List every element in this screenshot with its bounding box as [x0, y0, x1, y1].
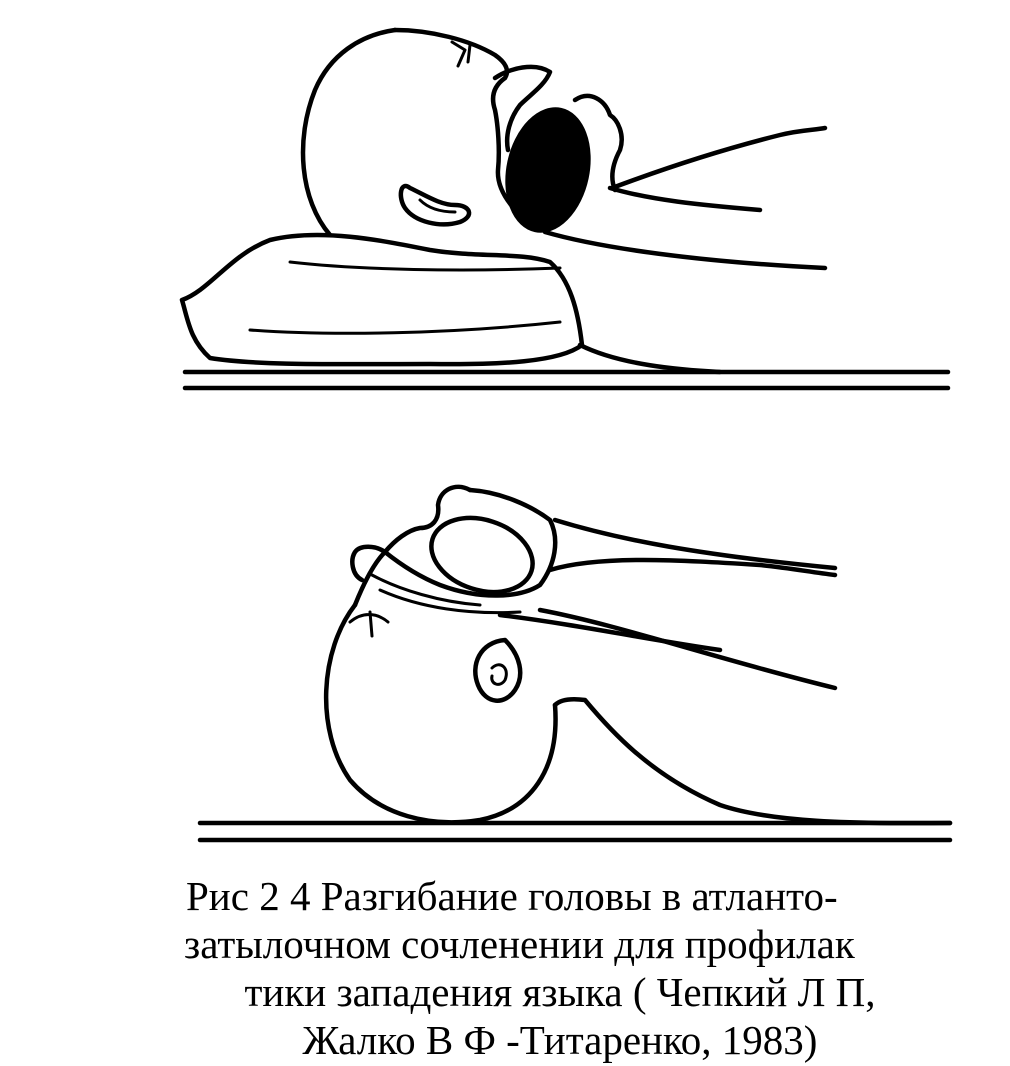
top-head	[303, 30, 395, 235]
bottom-shoulder	[500, 615, 720, 650]
top-shoulder	[610, 188, 760, 210]
bottom-panel	[200, 487, 950, 840]
pillow	[182, 235, 582, 364]
bottom-eye	[350, 612, 388, 636]
top-face	[395, 30, 520, 215]
bottom-tongue	[422, 506, 543, 605]
caption-line-2: затылочном сочленении для профилак	[184, 921, 855, 967]
top-panel	[182, 30, 948, 388]
top-eye	[452, 42, 470, 66]
caption-line-3: тики западения языка ( Чепкий Л П,	[244, 969, 876, 1015]
bottom-ear-inner	[492, 665, 507, 685]
bottom-neck	[555, 699, 950, 823]
caption-line-1: Рис 2 4 Разгибание головы в атланто-	[186, 873, 838, 919]
pillow-crease	[290, 262, 560, 270]
top-ear-icon	[401, 186, 469, 224]
pillow-seam	[250, 322, 560, 333]
caption-line-4: Жалко В Ф -Титаренко, 1983)	[302, 1017, 818, 1063]
bottom-ear-icon	[475, 640, 520, 701]
top-neck-back	[580, 345, 720, 372]
top-body-lower	[545, 232, 825, 268]
figure-caption	[150, 872, 970, 1064]
bottom-mouth	[385, 490, 555, 596]
bottom-head	[326, 605, 555, 822]
top-body-upper	[612, 128, 825, 188]
bottom-body-lower	[540, 610, 835, 688]
bottom-face	[352, 547, 385, 605]
